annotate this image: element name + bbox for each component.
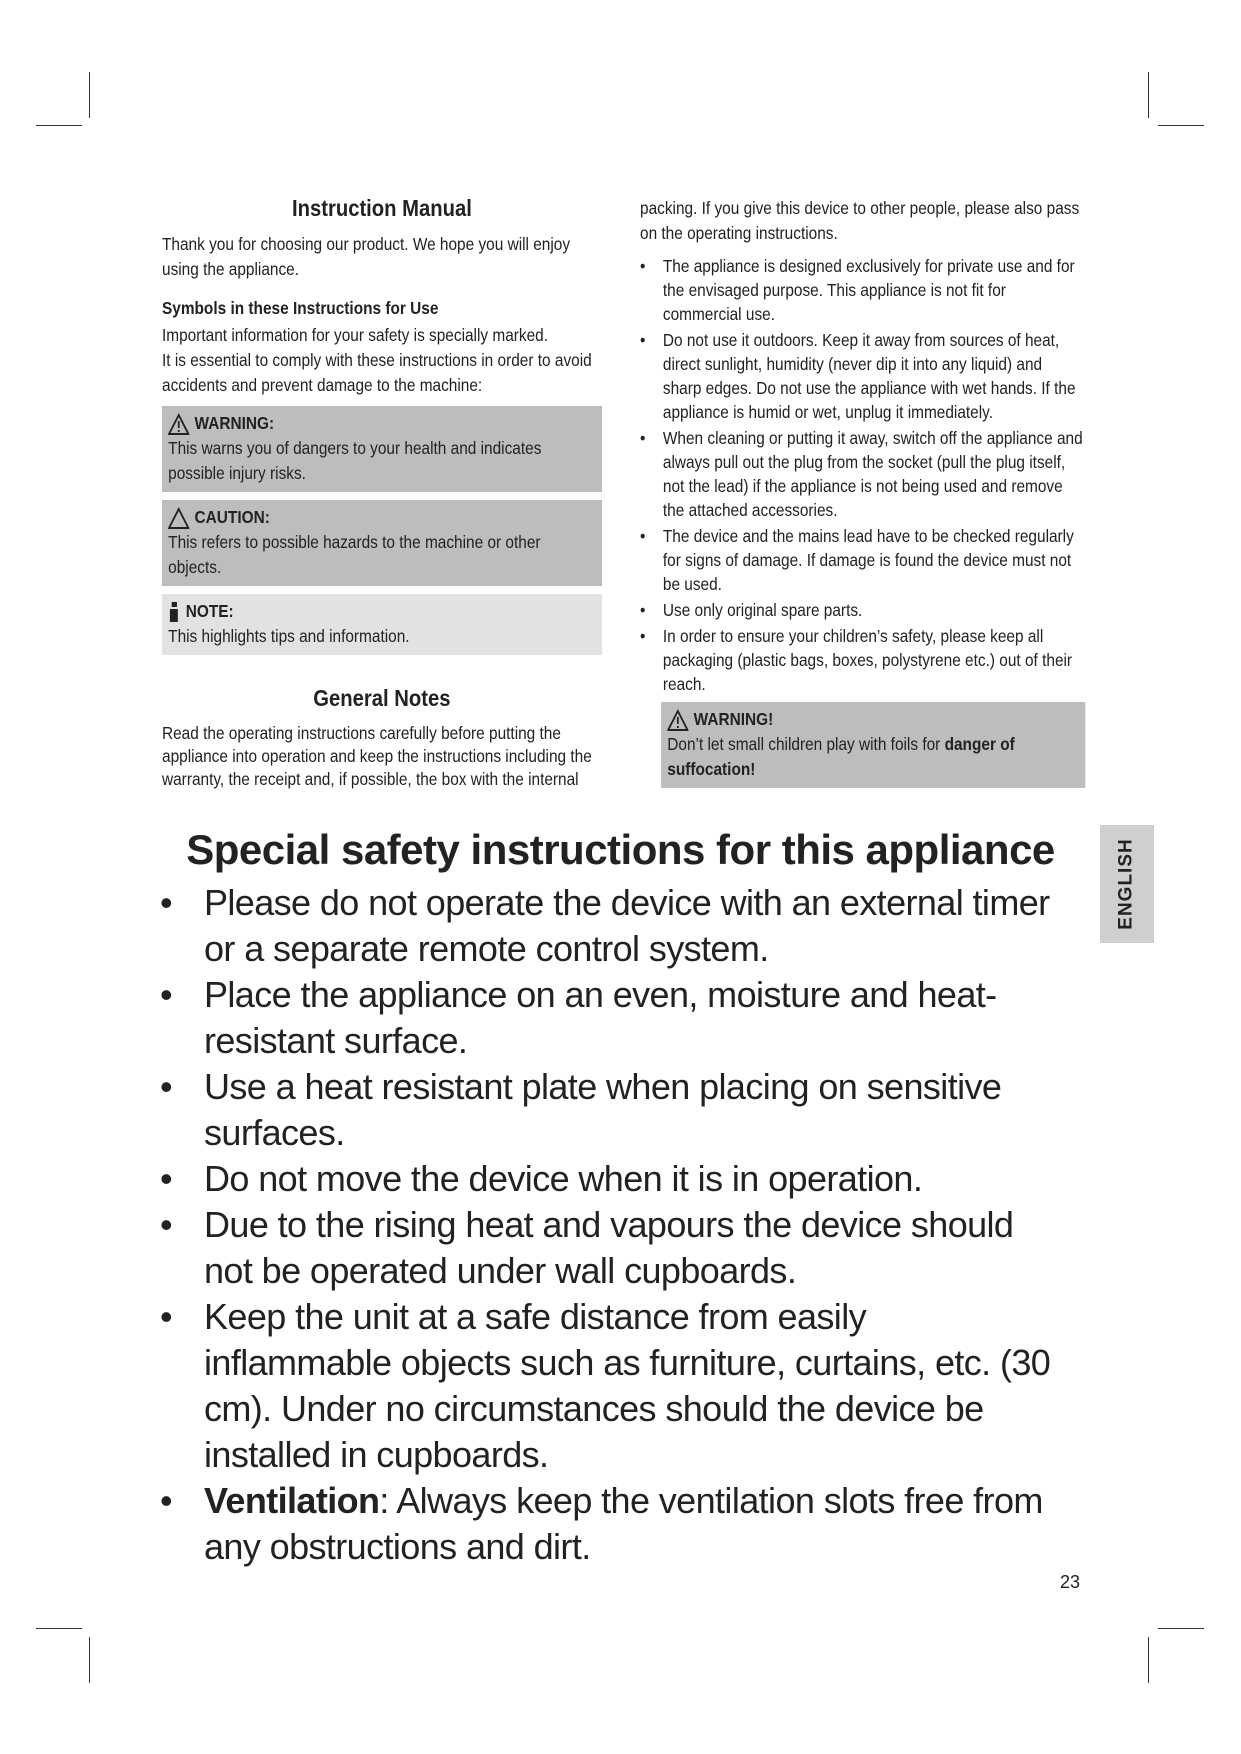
intro-text: Thank you for choosing our product. We hope you will enjoy using the appliance. [162,234,571,279]
list-item-text: Use only original spare parts. [662,600,863,620]
bullet-icon: • [640,600,646,620]
bullet-icon: • [160,1296,173,1337]
caution-box [162,500,602,586]
caution-text: This refers to possible hazards to the machine or other objects. [168,532,541,577]
symbols-heading: Symbols in these Instructions for Use [162,298,439,318]
caution-header [168,505,596,530]
list-item-text: Please do not operate the device with an external timer or a separate remote control system. [204,882,1050,969]
list-item-text: Keep the unit at a safe distance from easily inflammable objects such as furniture, curtains, etc. (30 cm). Under no circumstances should the device be installed in cupboards. [204,1296,1051,1475]
right-column [640,196,1085,788]
bullet-icon: • [160,974,173,1015]
list-item [640,598,1085,622]
note-label: NOTE: [185,601,234,621]
list-item-text: Use a heat resistant plate when placing on sensitive surfaces. [204,1066,1002,1153]
bullet-icon: • [160,1480,173,1521]
special-safety-list [160,880,1060,1570]
note-text: This highlights tips and information. [168,626,410,646]
crop-mark [89,1637,90,1683]
list-item [160,1478,1060,1570]
crop-mark [1148,72,1149,118]
general-notes-text: Read the operating instructions carefully before putting the appliance into operation and keep the instructions including the warranty, the receipt and, if possible, the box with the internal [162,723,592,789]
list-item [640,254,1085,326]
symbols-paragraph-1: Important information for your safety is specially marked. [162,325,549,345]
foil-warning-header [667,707,1078,732]
list-item [160,972,1060,1064]
warning-header [168,411,596,436]
warning-box [162,406,602,492]
list-item [640,426,1085,522]
list-item-text: When cleaning or putting it away, switch off the appliance and always pull out the plug from the socket (pull the plug itself, not the lead) if the appliance is not being used and remove the attached accessories. [662,428,1083,520]
list-item [640,624,1085,696]
left-column [162,195,602,791]
crop-mark [1148,1637,1149,1683]
foil-warning-bold: danger of suffocation! [667,734,1015,779]
list-item [160,1064,1060,1156]
note-header [168,599,596,624]
crop-mark [36,1628,82,1629]
foil-warning-plain: Don’t let small children play with foils for [667,734,945,754]
info-icon [168,600,180,624]
safety-bullet-list [640,254,1085,696]
bullet-icon: • [160,1204,173,1245]
list-item-text: The device and the mains lead have to be checked regularly for signs of damage. If damage is found the device must not be used. [662,526,1074,594]
foil-warning-box [661,702,1085,788]
bullet-icon: • [640,626,646,646]
list-item-text: Place the appliance on an even, moisture and heat-resistant surface. [204,974,997,1061]
symbols-paragraph-2: It is essential to comply with these instructions in order to avoid accidents and prevent damage to the machine: [162,350,592,395]
warning-triangle-icon [667,709,688,731]
list-item-text: Do not move the device when it is in operation. [204,1158,923,1199]
list-item-text: : Always keep the ventilation slots free from any obstructions and dirt. [204,1480,1043,1567]
language-tab [1100,825,1154,943]
page-number: 23 [1060,1572,1081,1592]
list-item-text: The appliance is designed exclusively for private use and for the envisaged purpose. This appliance is not fit for commercial use. [662,256,1075,324]
note-box [162,594,602,655]
bullet-icon: • [640,256,646,276]
list-item [160,1294,1060,1478]
bullet-icon: • [160,882,173,923]
warning-triangle-icon [168,413,189,435]
warning-label: WARNING: [194,413,275,433]
list-item-text: In order to ensure your children’s safety, please keep all packaging (plastic bags, boxes, polystyrene etc.) out of their reach. [662,626,1073,694]
crop-mark [89,72,90,118]
special-safety-title: Special safety instructions for this appliance [186,826,1055,873]
continued-text: packing. If you give this device to other people, please also pass on the operating instructions. [640,198,1080,243]
crop-mark [36,125,82,126]
list-item [160,880,1060,972]
crop-mark [1158,125,1204,126]
list-item [640,524,1085,596]
right-column-content [640,196,1085,788]
bullet-icon: • [160,1158,173,1199]
ventilation-label: Ventilation [204,1480,380,1521]
language-tab-label: ENGLISH [1116,838,1138,930]
bullet-icon: • [640,330,646,350]
bullet-icon: • [160,1066,173,1107]
left-column-content [162,195,602,791]
list-item [160,1202,1060,1294]
list-item [640,328,1085,424]
warning-text: This warns you of dangers to your health and indicates possible injury risks. [168,438,542,483]
bullet-icon: • [640,428,646,448]
caution-label: CAUTION: [194,507,270,527]
list-item-text: Do not use it outdoors. Keep it away from sources of heat, direct sunlight, humidity (never dip it into any liquid) and sharp edges. Do not use the appliance with wet hands. If the appliance is humid or wet, unplug it immediately. [662,330,1076,422]
general-notes-title: General Notes [313,685,451,711]
instruction-manual-title: Instruction Manual [291,195,472,221]
list-item [160,1156,1060,1202]
bullet-icon: • [640,526,646,546]
foil-warning-text [667,732,1078,782]
caution-triangle-icon [168,507,189,529]
crop-mark [1158,1628,1204,1629]
foil-warning-label: WARNING! [693,709,774,729]
list-item-text: Due to the rising heat and vapours the device should not be operated under wall cupboards. [204,1204,1014,1291]
